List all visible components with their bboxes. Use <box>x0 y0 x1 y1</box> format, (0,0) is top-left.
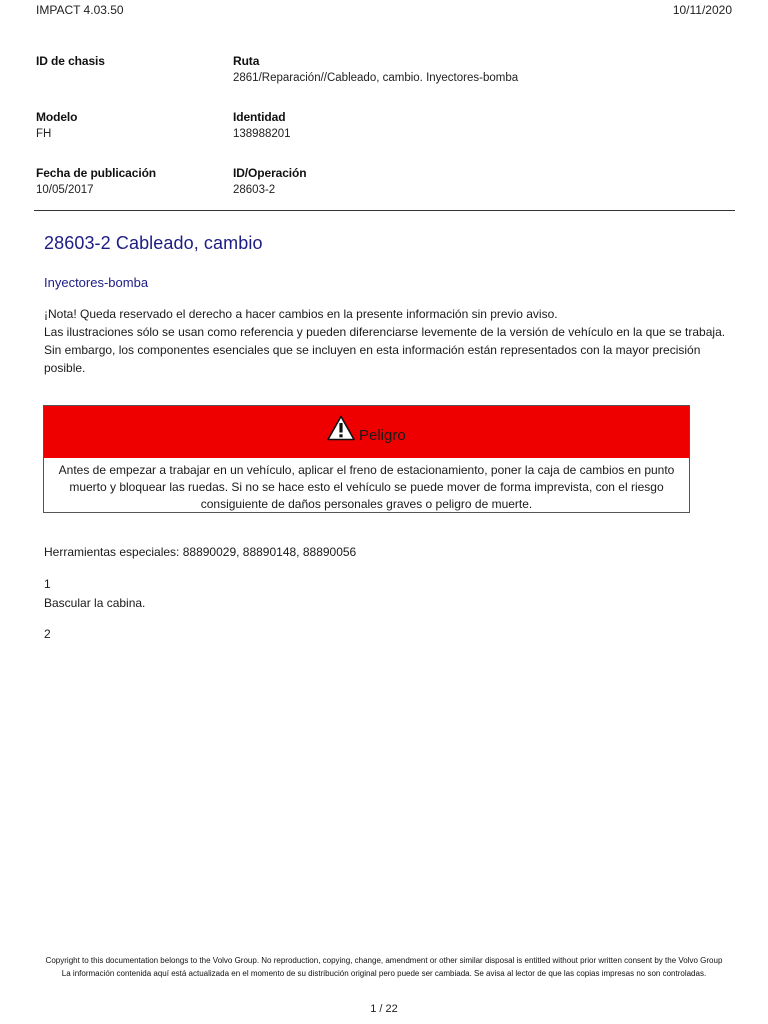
chassis-label: ID de chasis <box>36 54 105 68</box>
operation-value: 28603-2 <box>233 184 276 196</box>
warning-triangle-icon <box>327 415 355 441</box>
danger-label: Peligro <box>359 427 406 444</box>
meta-row-chassis-route <box>36 54 736 110</box>
copyright-notice: Copyright to this documentation belongs to the Volvo Group. No reproduction, copying, change, amendment or other similar disposal is entitled without prior written consent by the Volvo Group <box>45 956 723 965</box>
meta-row-model-identity <box>36 110 736 166</box>
document-metadata <box>36 54 736 222</box>
danger-box <box>43 405 690 513</box>
note-text: ¡Nota! Queda reservado el derecho a hacer cambios en la presente información sin previo aviso. <box>44 307 558 321</box>
meta-row-date-operation <box>36 166 736 222</box>
operation-label: ID/Operación <box>233 166 307 180</box>
pubdate-field <box>36 166 156 197</box>
identity-field <box>233 110 291 141</box>
route-label: Ruta <box>233 54 260 68</box>
step-number: 2 <box>44 627 51 641</box>
distribution-notice: La información contenida aquí está actualizada en el momento de su distribución original pero puede ser cambiada. Se avisa al lector de que las copias impresas no son controladas. <box>61 969 707 978</box>
danger-header <box>44 406 689 458</box>
danger-text: Antes de empezar a trabajar en un vehículo, aplicar el freno de estacionamiento, poner la caja de cambios en punto muerto y bloquear las ruedas. Si no se hace esto el vehículo se puede mover de forma imprevista, con el riesgo consiguiente de daños personales graves o peligro de muerte. <box>58 463 675 511</box>
page-footer <box>30 954 738 980</box>
app-version: IMPACT 4.03.50 <box>36 3 124 17</box>
document-subtitle: Inyectores-bomba <box>44 275 149 290</box>
special-tools: Herramientas especiales: 88890029, 88890148, 88890056 <box>44 545 357 559</box>
model-label: Modelo <box>36 110 78 124</box>
operation-field <box>233 166 306 197</box>
header-divider <box>34 210 735 211</box>
pubdate-value: 10/05/2017 <box>36 184 94 196</box>
identity-label: Identidad <box>233 110 286 124</box>
disclaimer-text: Las ilustraciones sólo se usan como referencia y pueden diferenciarse levemente de la versión de vehículo en la que se trabaja. Sin embargo, los componentes esenciales que se incluyen en esta información están representados con la mayor precisión posible. <box>44 325 726 375</box>
route-value: 2861/Reparación//Cableado, cambio. Inyectores-bomba <box>233 72 519 84</box>
pubdate-label: Fecha de publicación <box>36 166 157 180</box>
step-number: 1 <box>44 577 51 591</box>
print-date: 10/11/2020 <box>672 3 732 17</box>
model-value: FH <box>36 128 52 140</box>
route-field <box>233 54 518 85</box>
page-header <box>36 3 732 19</box>
page-number: 1 / 22 <box>370 1003 398 1015</box>
chassis-field <box>36 54 105 71</box>
model-field <box>36 110 77 141</box>
step-text: Bascular la cabina. <box>44 596 146 610</box>
document-title: 28603-2 Cableado, cambio <box>44 233 263 253</box>
identity-value: 138988201 <box>233 128 291 140</box>
